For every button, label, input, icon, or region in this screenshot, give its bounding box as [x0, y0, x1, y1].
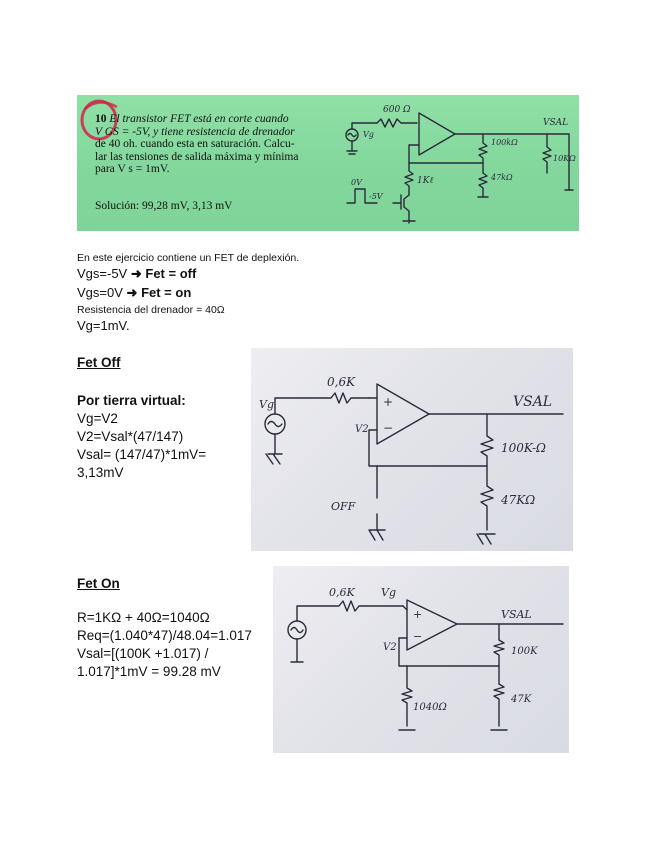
- fet-off-circuit-diagram: [251, 348, 573, 551]
- fet-off-sketch: [251, 348, 573, 551]
- problem-line-3: de 40 oh. cuando esta en saturación. Calcu-: [95, 138, 295, 151]
- v2-label: V2: [355, 424, 369, 435]
- fet-on-line-1: R=1KΩ + 40Ω=1040Ω: [77, 610, 210, 625]
- minus-sign: −: [383, 421, 394, 435]
- arrow-icon: ➜: [130, 266, 142, 281]
- problem-solution: Solución: 99,28 mV, 3,13 mV: [95, 200, 233, 212]
- v2-label: V2: [383, 642, 397, 653]
- problem-statement-image: [77, 95, 579, 231]
- problem-line-1: El transistor FET está en corte cuando: [109, 113, 289, 125]
- vout-label: VSAL: [543, 118, 569, 128]
- vg-label: Vg: [363, 130, 374, 139]
- off-state-label: OFF: [331, 500, 356, 513]
- r-in-label: 0,6K: [329, 586, 355, 599]
- problem-number: 10: [95, 113, 107, 125]
- r2-label: 47KΩ: [501, 493, 536, 507]
- fet-off-line-3: Vsal= (147/47)*1mV=: [77, 447, 207, 462]
- plus-sign: +: [413, 608, 423, 621]
- fet-off-result: Fet = off: [145, 266, 197, 281]
- fet-on-line-4: 1.017]*1mV = 99.28 mV: [77, 664, 221, 679]
- fet-off-subheading: Por tierra virtual:: [77, 393, 186, 408]
- intro-line-1: En este ejercicio contiene un FET de deplexión.: [77, 252, 300, 264]
- vgs-off-condition: Vgs=-5V: [77, 266, 128, 281]
- fet-on-line-2: Req=(1.040*47)/48.04=1.017: [77, 628, 252, 643]
- vg-label: Vg: [259, 398, 274, 411]
- fet-on-heading: Fet On: [77, 576, 120, 591]
- opamp-icon: [377, 384, 429, 444]
- r2-label: 47K: [511, 694, 532, 705]
- r2-label: 47kΩ: [491, 173, 513, 182]
- fet-on-circuit-diagram: [273, 566, 569, 753]
- r-in-label: 600 Ω: [383, 105, 411, 115]
- problem-line-5: para V s = 1mV.: [95, 163, 170, 176]
- opamp-icon: [419, 113, 455, 155]
- r1-label: 100kΩ: [491, 138, 518, 147]
- r3-label: 1Kℓ: [417, 176, 434, 186]
- problem-line-2: V GS = -5V, y tiene resistencia de drenador: [95, 125, 295, 138]
- gate-low-label: -5V: [369, 192, 383, 201]
- problem-line-4: lar las tensiones de salida máxima y mínima: [95, 150, 299, 163]
- minus-sign: −: [413, 630, 423, 643]
- r1-label: 100K: [511, 646, 538, 657]
- intro-line-2: [77, 266, 196, 282]
- gate-high-label: 0V: [351, 178, 362, 187]
- fet-off-line-1: Vg=V2: [77, 411, 118, 426]
- problem-circuit-diagram: [307, 95, 579, 231]
- plus-sign: +: [383, 395, 394, 409]
- arrow-icon: ➜: [126, 285, 138, 300]
- intro-line-3: [77, 285, 191, 301]
- vgs-on-condition: Vgs=0V: [77, 285, 123, 300]
- r-in-label: 0,6K: [327, 375, 356, 389]
- problem-text: [95, 113, 333, 176]
- fet-on-line-3: Vsal=[(100K +1.017) /: [77, 646, 209, 661]
- fet-off-heading: Fet Off: [77, 355, 121, 370]
- vout-label: VSAL: [513, 394, 553, 410]
- rl-label: 10KΩ: [553, 154, 576, 163]
- intro-line-5: Vg=1mV.: [77, 318, 130, 333]
- vg-label: Vg: [381, 586, 396, 599]
- intro-line-4: Resistencia del drenador = 40Ω: [77, 304, 225, 316]
- fet-on-result: Fet = on: [141, 285, 192, 300]
- vout-label: VSAL: [501, 608, 532, 621]
- fet-on-sketch: [273, 566, 569, 753]
- r3-label: 1040Ω: [413, 702, 447, 713]
- r1-label: 100K-Ω: [501, 441, 546, 455]
- fet-off-line-4: 3,13mV: [77, 465, 124, 480]
- fet-off-line-2: V2=Vsal*(47/147): [77, 429, 184, 444]
